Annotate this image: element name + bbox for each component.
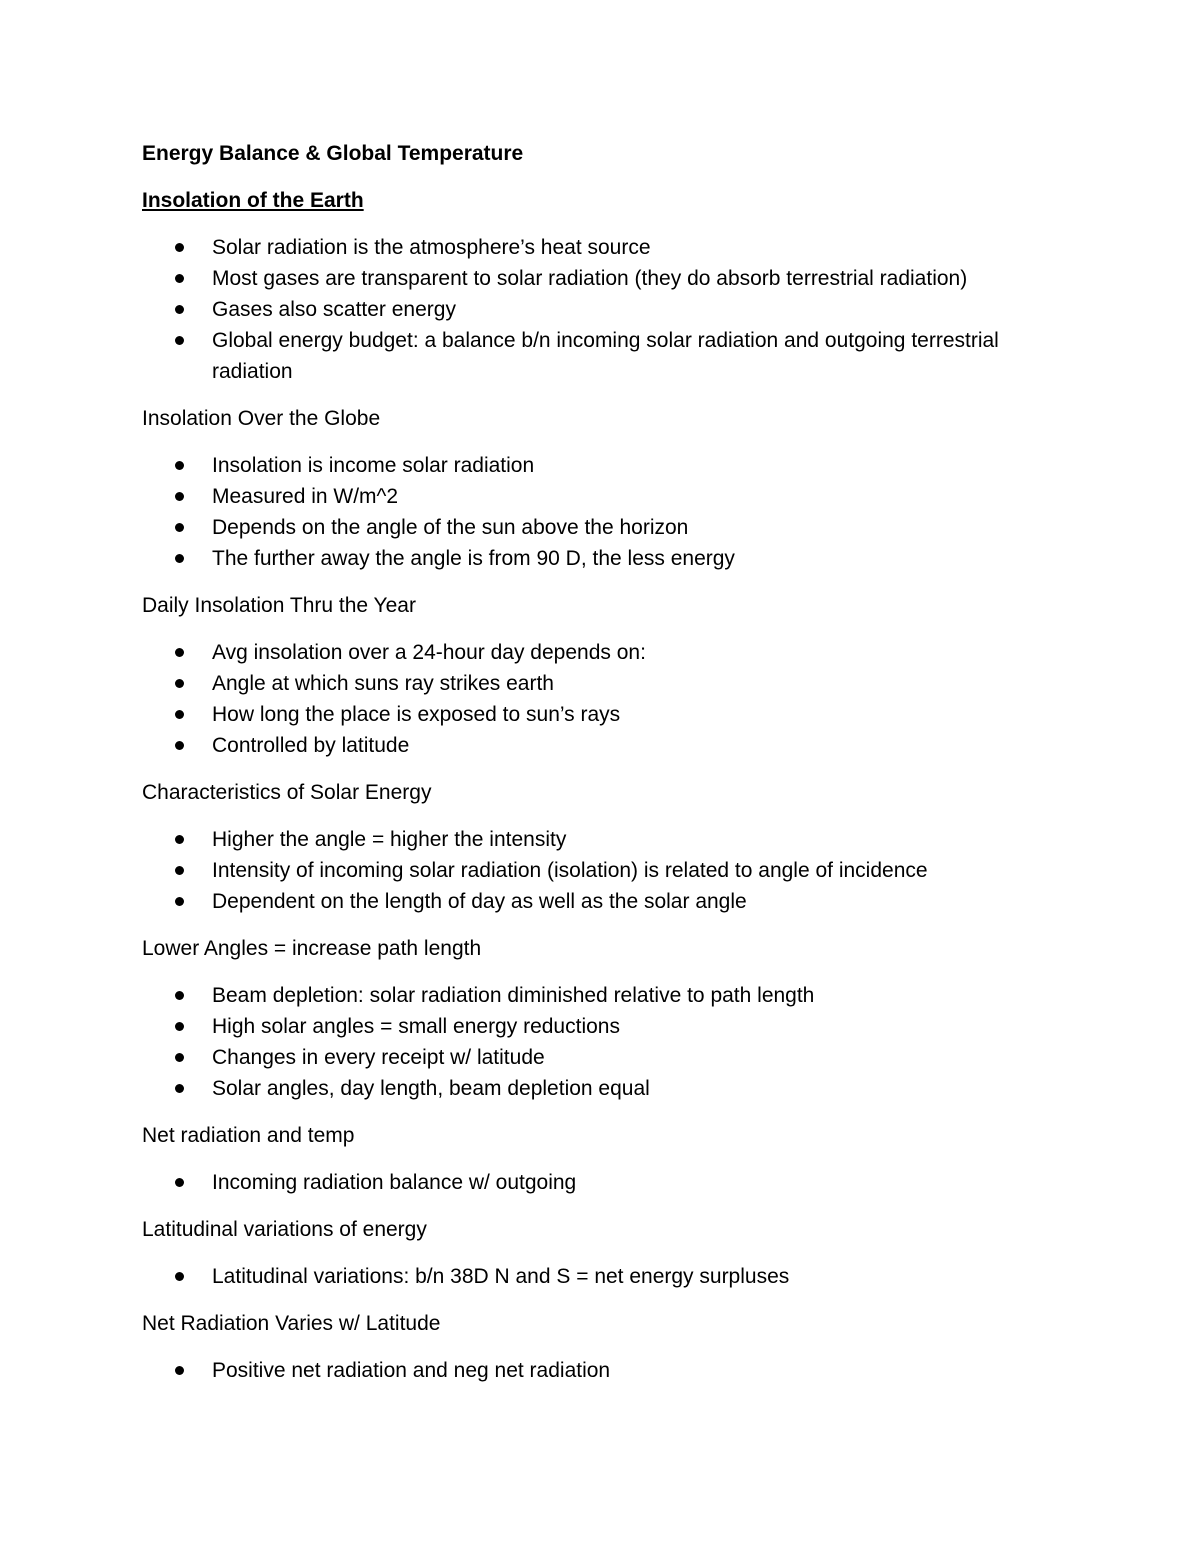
document-page xyxy=(142,138,1062,1402)
bullet-icon xyxy=(175,554,184,563)
bullet-icon xyxy=(175,1366,184,1375)
list-item xyxy=(142,1073,1062,1104)
bullet-icon xyxy=(175,523,184,532)
bullet-icon xyxy=(175,679,184,688)
bullet-list xyxy=(142,637,1062,761)
list-item-text: High solar angles = small energy reductions xyxy=(212,1015,620,1038)
list-item-text: Positive net radiation and neg net radiation xyxy=(212,1359,611,1382)
list-item xyxy=(142,699,1062,730)
list-item xyxy=(142,1355,1062,1386)
document-title: Energy Balance & Global Temperature xyxy=(142,142,524,165)
bullet-icon xyxy=(175,305,184,314)
list-item-text: Intensity of incoming solar radiation (isolation) is related to angle of incidence xyxy=(212,859,928,882)
list-item-text: Controlled by latitude xyxy=(212,734,410,757)
list-item xyxy=(142,450,1062,481)
list-item-text: Avg insolation over a 24-hour day depends on: xyxy=(212,641,646,664)
section-heading: Net Radiation Varies w/ Latitude xyxy=(142,1312,441,1335)
section-heading: Net radiation and temp xyxy=(142,1124,355,1147)
list-item-text: Depends on the angle of the sun above the horizon xyxy=(212,516,689,539)
list-item-text: Gases also scatter energy xyxy=(212,298,456,321)
list-item xyxy=(142,668,1062,699)
list-item-text: How long the place is exposed to sun’s rays xyxy=(212,703,621,726)
list-item-text: Most gases are transparent to solar radiation (they do absorb terrestrial radiation) xyxy=(212,267,968,290)
bullet-icon xyxy=(175,243,184,252)
bullet-icon xyxy=(175,461,184,470)
list-item xyxy=(142,294,1062,325)
list-item xyxy=(142,730,1062,761)
bullet-icon xyxy=(175,897,184,906)
list-item-text: The further away the angle is from 90 D, the less energy xyxy=(212,547,735,570)
section-heading: Lower Angles = increase path length xyxy=(142,937,482,960)
list-item-text: Incoming radiation balance w/ outgoing xyxy=(212,1171,577,1194)
bullet-icon xyxy=(175,741,184,750)
section-heading: Characteristics of Solar Energy xyxy=(142,781,432,804)
bullet-list xyxy=(142,1167,1062,1198)
list-item xyxy=(142,263,1062,294)
list-item xyxy=(142,1042,1062,1073)
bullet-list xyxy=(142,1261,1062,1292)
bullet-icon xyxy=(175,1178,184,1187)
bullet-icon xyxy=(175,835,184,844)
bullet-list xyxy=(142,824,1062,917)
bullet-icon xyxy=(175,1272,184,1281)
list-item xyxy=(142,325,1062,387)
section-heading: Daily Insolation Thru the Year xyxy=(142,594,416,617)
list-item-text: Global energy budget: a balance b/n incoming solar radiation and outgoing terrestrial radiation xyxy=(212,329,999,383)
bullet-icon xyxy=(175,492,184,501)
list-item xyxy=(142,543,1062,574)
bullet-list xyxy=(142,980,1062,1104)
list-item xyxy=(142,886,1062,917)
bullet-icon xyxy=(175,274,184,283)
list-item-text: Insolation is income solar radiation xyxy=(212,454,535,477)
bullet-icon xyxy=(175,991,184,1000)
list-item xyxy=(142,824,1062,855)
list-item-text: Changes in every receipt w/ latitude xyxy=(212,1046,545,1069)
bullet-icon xyxy=(175,1022,184,1031)
list-item-text: Angle at which suns ray strikes earth xyxy=(212,672,554,695)
bullet-icon xyxy=(175,648,184,657)
list-item xyxy=(142,980,1062,1011)
bullet-icon xyxy=(175,866,184,875)
bullet-list xyxy=(142,232,1062,387)
bullet-icon xyxy=(175,710,184,719)
list-item-text: Measured in W/m^2 xyxy=(212,485,399,508)
list-item xyxy=(142,481,1062,512)
list-item xyxy=(142,1261,1062,1292)
list-item xyxy=(142,637,1062,668)
list-item xyxy=(142,1167,1062,1198)
bullet-icon xyxy=(175,1053,184,1062)
list-item xyxy=(142,512,1062,543)
bullet-list xyxy=(142,450,1062,574)
list-item-text: Beam depletion: solar radiation diminished relative to path length xyxy=(212,984,815,1007)
list-item xyxy=(142,855,1062,886)
section-heading: Insolation Over the Globe xyxy=(142,407,381,430)
list-item-text: Solar angles, day length, beam depletion equal xyxy=(212,1077,650,1100)
bullet-icon xyxy=(175,336,184,345)
section-heading: Latitudinal variations of energy xyxy=(142,1218,427,1241)
list-item-text: Latitudinal variations: b/n 38D N and S = net energy surpluses xyxy=(212,1265,790,1288)
list-item-text: Dependent on the length of day as well as the solar angle xyxy=(212,890,747,913)
bullet-icon xyxy=(175,1084,184,1093)
bullet-list xyxy=(142,1355,1062,1386)
list-item xyxy=(142,232,1062,263)
list-item-text: Higher the angle = higher the intensity xyxy=(212,828,567,851)
list-item xyxy=(142,1011,1062,1042)
list-item-text: Solar radiation is the atmosphere’s heat source xyxy=(212,236,651,259)
section-heading: Insolation of the Earth xyxy=(142,189,364,212)
